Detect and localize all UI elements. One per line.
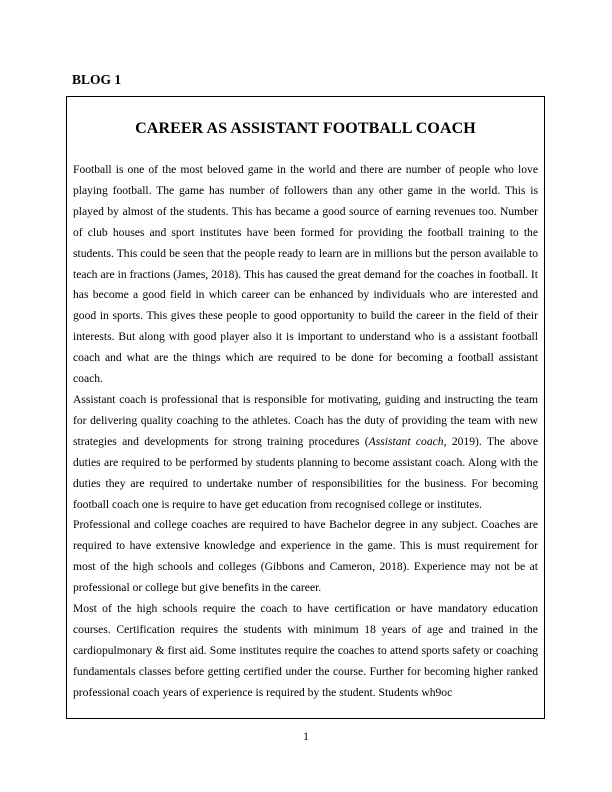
paragraph-2-text-end: 2019). The above duties are required to be performed by students planning to become assistant coach. Along with the duties they are required to undertake number of responsibilities for the business. For becoming football coach one is require to have get education from recognised college or institutes. [73, 434, 538, 511]
paragraph-4-text: Most of the high schools require the coach to have certification or have mandatory education courses. Certification requires the students with minimum 18 years of age and trained in the cardiopulmonary & first aid. Some institutes require the coaches to attend sports safety or coaching fundamentals classes before getting certified under the course. Further for becoming higher ranked professional coach years of experience is required by the student. Students wh9oc [73, 602, 538, 699]
paragraph-4 [73, 599, 538, 704]
content-frame [66, 96, 545, 719]
section-label: BLOG 1 [72, 72, 122, 87]
page-number: 1 [303, 731, 309, 743]
paragraph-3 [73, 515, 538, 599]
paragraph-3-text: Professional and college coaches are required to have Bachelor degree in any subject. Coaches are required to have extensive knowledge and experience in the game. This is must requirement for most of the high schools and colleges (Gibbons and Cameron, 2018). Experience may not be at professional or college but give benefits in the career. [73, 518, 538, 595]
body-text [73, 160, 538, 704]
paragraph-1 [73, 160, 538, 390]
paragraph-2-italic-citation: Assistant coach, [368, 434, 447, 448]
paragraph-2 [73, 390, 538, 515]
paragraph-2-text-start: Assistant coach is professional that is responsible for motivating, guiding and instructing the team for delivering quality coaching to the athletes. Coach has the duty of providing the team with new strategies and developments for strong training procedures ( [73, 392, 538, 448]
page-title: CAREER AS ASSISTANT FOOTBALL COACH [135, 120, 476, 137]
paragraph-1-text: Football is one of the most beloved game in the world and there are number of people who love playing football. The game has number of followers than any other game in the world. This is played by almost of the students. This has became a good source of earning revenues too. Number of club houses and sport institutes have been formed for providing the football training to the students. This could be seen that the people ready to learn are in millions but the person available to teach are in fractions (James, 2018). This has caused the great demand for the coaches in football. It has become a good field in which career can be enhanced by individuals who are interested and good in sports. This gives these people to good opportunity to build the career in the field of their interests. But along with good player also it is important to understand who is a assistant football coach and what are the things which are required to be done for becoming a football assistant coach. [73, 163, 538, 386]
